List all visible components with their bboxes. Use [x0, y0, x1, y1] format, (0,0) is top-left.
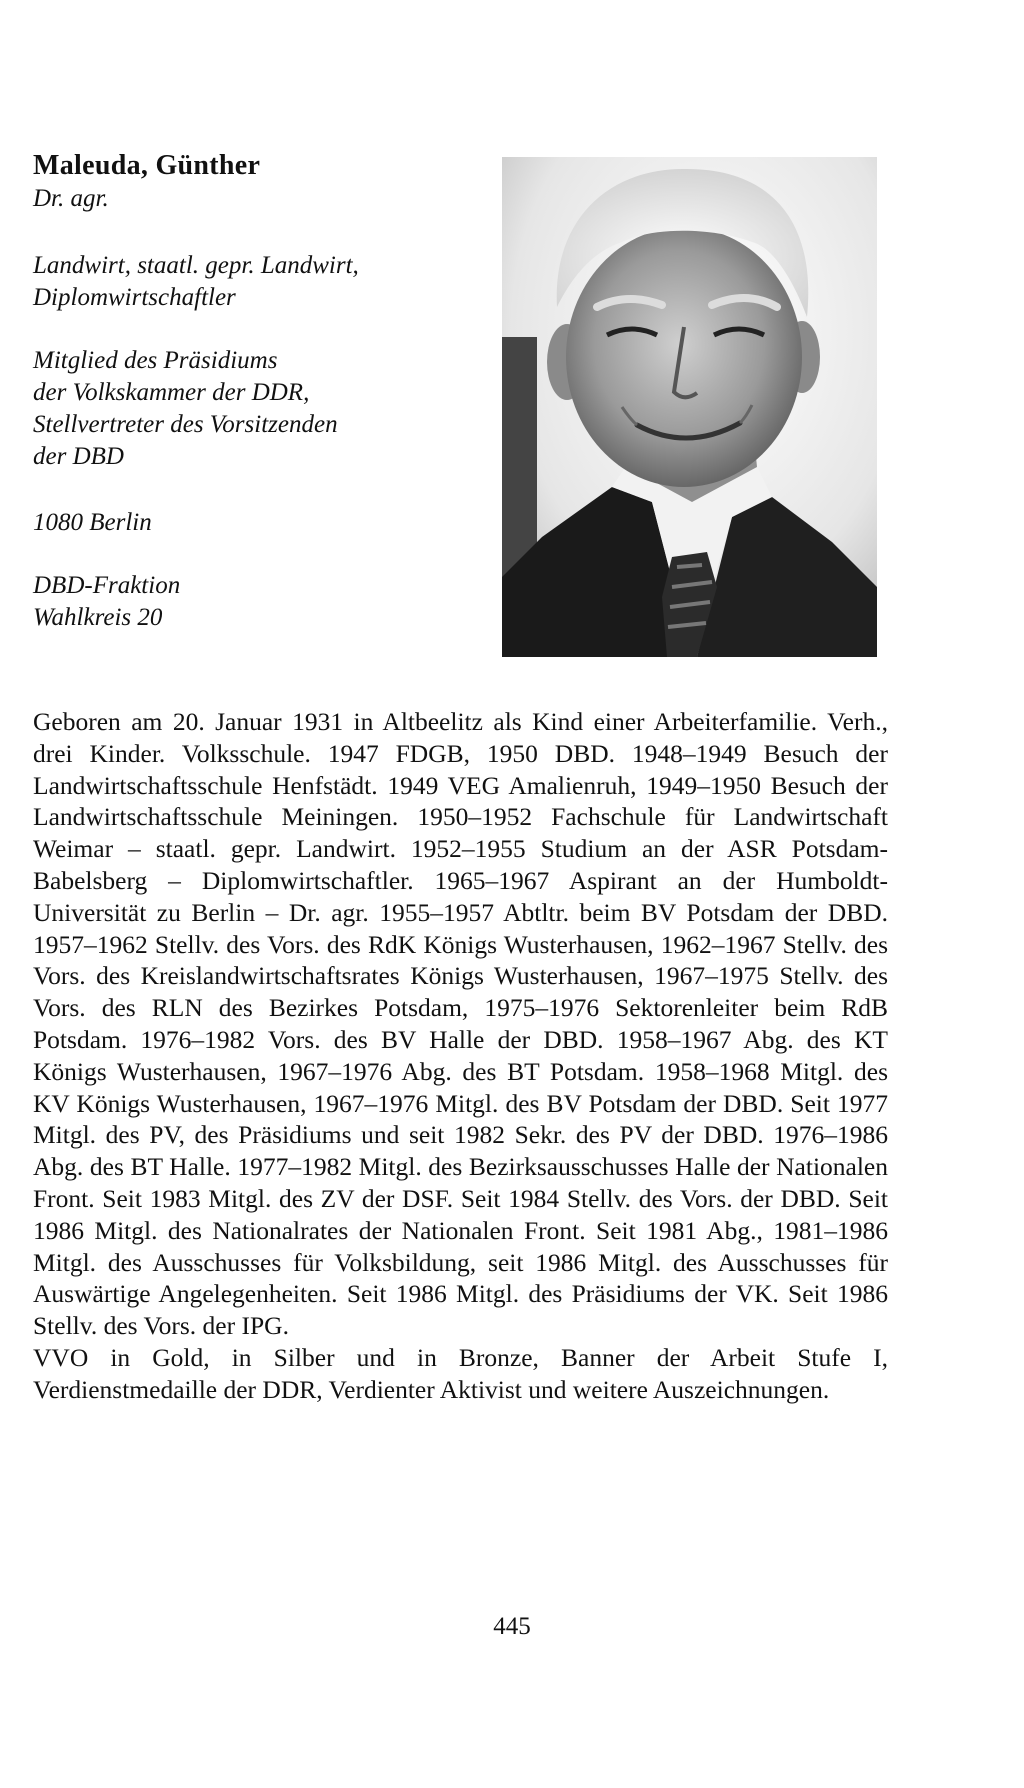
location-line: 1080 Berlin — [33, 509, 152, 536]
position-line: Mitglied des Präsidiums — [33, 347, 278, 374]
portrait-image — [502, 157, 877, 657]
fraction-line: DBD-Fraktion — [33, 572, 181, 599]
position-line: der DBD — [33, 443, 124, 470]
biography-text: Geboren am 20. Januar 1931 in Altbeelitz als Kind einer Arbeiterfamilie. Verh., drei Kinder. Volksschule. 1947 FDGB, 1950 DBD. 1948–1949 Besuch der Landwirtschaftsschule Henfstädt. 1949 VEG Amalienruh, 1949–1950 Besuch der Landwirtschaftsschule Meiningen. 1950–1952 Fachschule für Landwirtschaft Weimar – staatl. gepr. Landwirt. 1952–1955 Studium an der ASR Potsdam-Babelsberg – Diplomwirtschaftler. 1965–1967 Aspirant an der Humboldt-Universität zu Berlin – Dr. agr. 1955–1957 Abtltr. beim BV Potsdam der DBD. 1957–1962 Stellv. des Vors. des RdK Königs Wusterhausen, 1962–1967 Stellv. des Vors. des Kreislandwirtschaftsrates Königs Wusterhausen, 1967–1975 Stellv. des Vors. des RLN des Bezirkes Potsdam, 1975–1976 Sektorenleiter beim RdB Potsdam. 1976–1982 Vors. des BV Halle der DBD. 1958–1967 Abg. des KT Königs Wusterhausen, 1967–1976 Abg. des BT Potsdam. 1958–1968 Mitgl. des KV Königs Wusterhausen, 1967–1976 Mitgl. des BV Potsdam der DBD. Seit 1977 Mitgl. des PV, des Präsidiums und seit 1982 Sekr. des PV der DBD. 1976–1986 Abg. des BT Halle. 1977–1982 Mitgl. des Bezirksausschusses Halle der Nationalen Front. Seit 1983 Mitgl. des ZV der DSF. Seit 1984 Stellv. des Vors. der DBD. Seit 1986 Mitgl. des Nationalrates der Nationalen Front. Seit 1981 Abg., 1981–1986 Mitgl. des Ausschusses für Volksbildung, seit 1986 Mitgl. des Ausschusses für Auswärtige Angelegenheiten. Seit 1986 Mitgl. des Präsidiums der VK. Seit 1986 Stellv. des Vors. der IPG. — [33, 707, 888, 1341]
location-block — [33, 507, 152, 539]
awards-text: VVO in Gold, in Silber und in Bronze, Banner der Arbeit Stufe I, Verdienstmedaille der DDR, Verdienter Aktivist und weitere Auszeichnungen. — [33, 1342, 888, 1404]
positions-block — [33, 345, 338, 473]
portrait-photo — [502, 157, 877, 657]
degree-line: Dr. agr. — [33, 185, 109, 212]
position-line: der Volkskammer der DDR, — [33, 379, 310, 406]
profession-block — [33, 250, 359, 314]
page-number: 445 — [493, 1613, 531, 1640]
position-line: Stellvertreter des Vorsitzenden — [33, 411, 338, 438]
person-name: Maleuda, Günther — [33, 150, 261, 181]
profession-line: Diplomwirtschaftler — [33, 284, 236, 311]
profession-line: Landwirt, staatl. gepr. Landwirt, — [33, 252, 359, 279]
academic-degree — [33, 183, 109, 215]
constituency-line: Wahlkreis 20 — [33, 604, 163, 631]
biography — [33, 706, 888, 1406]
fraction-block — [33, 570, 180, 634]
